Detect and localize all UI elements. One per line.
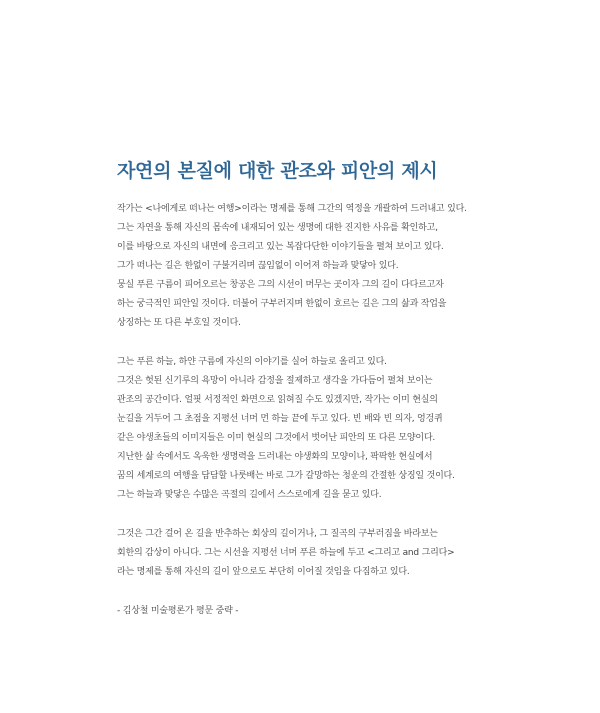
paragraph-line: 상징하는 또 다른 부호일 것이다.	[117, 318, 241, 328]
paragraph-line: 이를 바탕으로 자신의 내면에 응크리고 있는 복잡다단한 이야기들을 펼쳐 보이고 있다.	[117, 242, 444, 252]
paragraph-line: 눈길을 거두어 그 초점을 지평선 너머 먼 하늘 끝에 두고 있다. 빈 배와 빈 의자, 엉겅퀴	[117, 414, 443, 424]
article-title: 자연의 본질에 대한 관조와 피안의 제시	[117, 160, 438, 182]
paragraph-line: 그는 푸른 하늘, 하얀 구름에 자신의 이야기를 실어 하늘로 올리고 있다.	[117, 357, 387, 367]
paragraph-line: 그가 떠나는 길은 한없이 구불거리며 끊임없이 이어져 하늘과 맞닿아 있다.	[117, 261, 399, 271]
paragraph-3	[117, 525, 577, 582]
article-credit: - 김상철 미술평론가 평문 중략 -	[117, 606, 239, 616]
paragraph-line: 그것은 그간 걸어 온 길을 반추하는 회상의 길이거나, 그 질곡의 구부러짐을 바라보는	[117, 529, 438, 539]
paragraph-line: 같은 야생초들의 이미지들은 이미 현실의 그것에서 벗어난 피안의 또 다른 모양이다.	[117, 433, 436, 443]
paragraph-line: 그것은 헛된 신기루의 욕망이 아니라 감정을 절제하고 생각을 가다듬어 펼쳐 보이는	[117, 376, 433, 386]
paragraph-line: 지난한 삶 속에서도 옥욱한 생명력을 드러내는 야생화의 모양이나, 팍팍한 현실에서	[117, 452, 433, 462]
paragraph-line: 그는 하늘과 맞닿은 수많은 곡절의 길에서 스스로에게 길을 묻고 있다.	[117, 490, 382, 500]
paragraph-line: 회한의 감상이 아니다. 그는 시선을 지평선 너머 푸른 하늘에 두고 <그리고 and 그리다>	[117, 548, 455, 558]
paragraph-line: 그는 자연을 통해 자신의 몸속에 내재되어 있는 생명에 대한 진지한 사유를 확인하고,	[117, 223, 438, 233]
article-body	[117, 200, 577, 621]
paragraph-line: 하는 궁극적인 피안일 것이다. 더불어 구부러지며 한없이 흐르는 길은 그의 삶과 작업을	[117, 299, 447, 309]
paragraph-1	[117, 200, 577, 333]
paragraph-line: 뭉실 푸른 구름이 피어오르는 창공은 그의 시선이 머무는 곳이자 그의 길이 다다르고자	[117, 280, 444, 290]
paragraph-2	[117, 353, 577, 505]
paragraph-line: 라는 명제를 통해 자신의 길이 앞으로도 부단히 이어질 것임을 다짐하고 있다.	[117, 567, 410, 577]
paragraph-line: 꿈의 세계로의 여행을 담담할 나룻배는 바로 그가 갈망하는 청운의 간절한 상징일 것이다.	[117, 471, 455, 481]
paragraph-line: 작가는 <나에게로 떠나는 여행>이라는 명제를 통해 그간의 역정을 개괄하여 드러내고 있다.	[117, 204, 467, 214]
paragraph-line: 관조의 공간이다. 얼핏 서정적인 화면으로 읽혀질 수도 있겠지만, 작가는 이미 현실의	[117, 395, 438, 405]
